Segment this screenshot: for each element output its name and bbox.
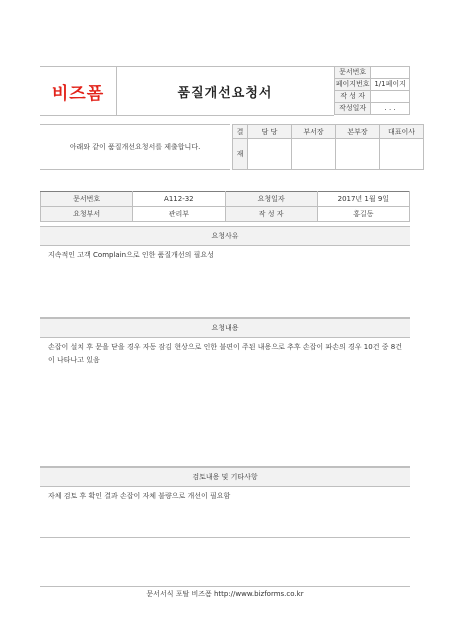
document-info-table [334,66,410,115]
form-author-label: 작 성 자 [225,207,317,222]
approval-label-top: 결 [233,125,248,139]
doc-number-value[interactable] [371,67,410,79]
section-reason-body[interactable] [40,245,410,318]
content-text: 손잡이 설치 후 문을 닫을 경우 자동 잠김 현상으로 인한 불편이 주된 내용으로 추후 손잡이 파손의 경우 10건 중 8건이 나타나고 있음 [48,343,402,364]
review-text: 자체 검토 후 확인 결과 손잡이 자체 불량으로 개선이 필요함 [48,492,231,500]
written-date-label: 작성일자 [335,103,371,115]
form-doc-number-label: 문서번호 [41,192,133,207]
page-number-label: 페이지번호 [335,79,371,91]
approval-label-bottom: 재 [233,139,248,170]
author-label: 작 성 자 [335,91,371,103]
approval-sign-division-head[interactable] [336,139,380,170]
doc-number-label: 문서번호 [335,67,371,79]
approval-header-ceo: 대표이사 [380,125,424,139]
section-review-body[interactable] [40,486,410,538]
reason-text: 지속적인 고객 Complain으로 인한 품질개선의 필요성 [48,251,214,259]
approval-table [232,124,424,170]
section-content-body[interactable] [40,337,410,467]
section-reason-title: 요청사유 [40,226,410,246]
approval-header-division-head: 본부장 [336,125,380,139]
approval-sign-dept-head[interactable] [292,139,336,170]
form-author-value[interactable]: 홍길동 [317,207,409,222]
approval-header-staff: 담 당 [248,125,292,139]
document-header [40,66,410,114]
document-title: 품질개선요청서 [177,85,273,101]
footer-text: 문서서식 포탈 비즈폼 http://www.bizforms.co.kr [146,590,304,598]
section-review-title: 검토내용 및 기타사항 [40,467,410,487]
logo-cell [40,66,117,116]
form-dept-label: 요청부서 [41,207,133,222]
approval-sign-staff[interactable] [248,139,292,170]
page-number-value: 1/1페이지 [371,79,410,91]
footer-divider [40,586,410,587]
form-dept-value[interactable]: 관리부 [133,207,225,222]
form-doc-number-value[interactable]: A112-32 [133,192,225,207]
written-date-value[interactable]: . . . [371,103,410,115]
form-request-date-label: 요청일자 [225,192,317,207]
section-content-title: 요청내용 [40,318,410,338]
approval-header-dept-head: 부서장 [292,125,336,139]
author-value[interactable] [371,91,410,103]
submission-statement: 아래와 같이 품질개선요청서를 제출합니다. [40,124,230,170]
approval-sign-ceo[interactable] [380,139,424,170]
form-request-date-value[interactable]: 2017년 1월 9일 [317,192,409,207]
title-cell [116,66,334,116]
bizforms-logo: 비즈폼 [51,83,105,104]
request-info-table [40,191,410,222]
